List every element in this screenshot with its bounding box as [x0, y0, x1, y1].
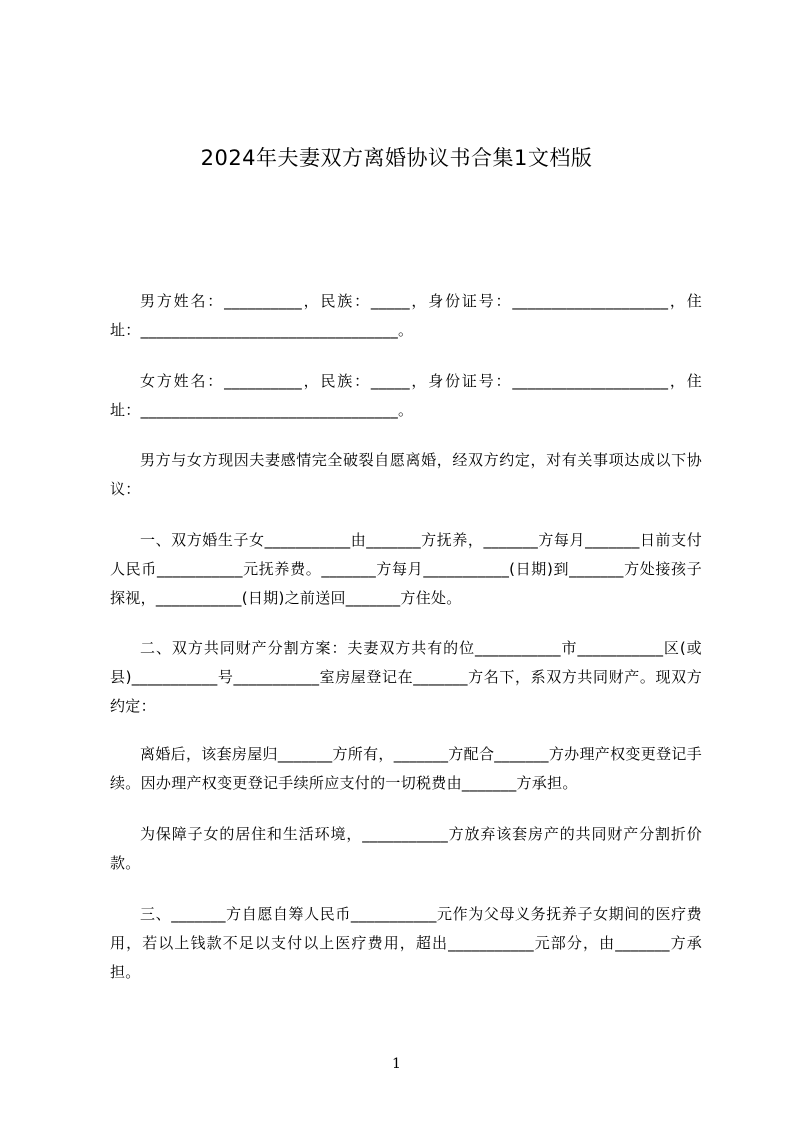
page-number: 1: [392, 1056, 401, 1072]
property-division-clause: 二、双方共同财产分割方案：夫妻双方共有的位___________市___________区(或县)___________号___________室房屋登记在_______方名下，系双方共同财产。现双方约定：: [110, 639, 702, 715]
house-ownership-clause: 离婚后，该套房屋归_______方所有，_______方配合_______方办理产权变更登记手续。因办理产权变更登记手续所应支付的一切税费由_______方承担。: [110, 745, 702, 792]
medical-expense-clause: 三、_______方自愿自筹人民币___________元作为父母义务抚养子女期间的医疗费用，若以上钱款不足以支付以上医疗费用，超出___________元部分，由_______方承担。: [110, 905, 702, 981]
agreement-intro-paragraph: 男方与女方现因夫妻感情完全破裂自愿离婚，经双方约定，对有关事项达成以下协议：: [110, 451, 702, 498]
male-party-info-paragraph: 男方姓名：__________，民族：_____，身份证号：____________________，住址：_________________________________。: [110, 292, 702, 339]
document-title: 2024年夫妻双方离婚协议书合集1文档版: [200, 146, 593, 170]
female-party-info-paragraph: 女方姓名：__________，民族：_____，身份证号：____________________，住址：_________________________________。: [110, 372, 702, 419]
children-housing-clause: 为保障子女的居住和生活环境，___________方放弃该套房产的共同财产分割折价款。: [110, 825, 702, 872]
child-custody-clause: 一、双方婚生子女___________由_______方抚养，_______方每月_______日前支付人民币___________元抚养费。_______方每月___________(日期)到_______方处接孩子探视，___________(日期)之前送回_______方住处。: [110, 531, 702, 607]
